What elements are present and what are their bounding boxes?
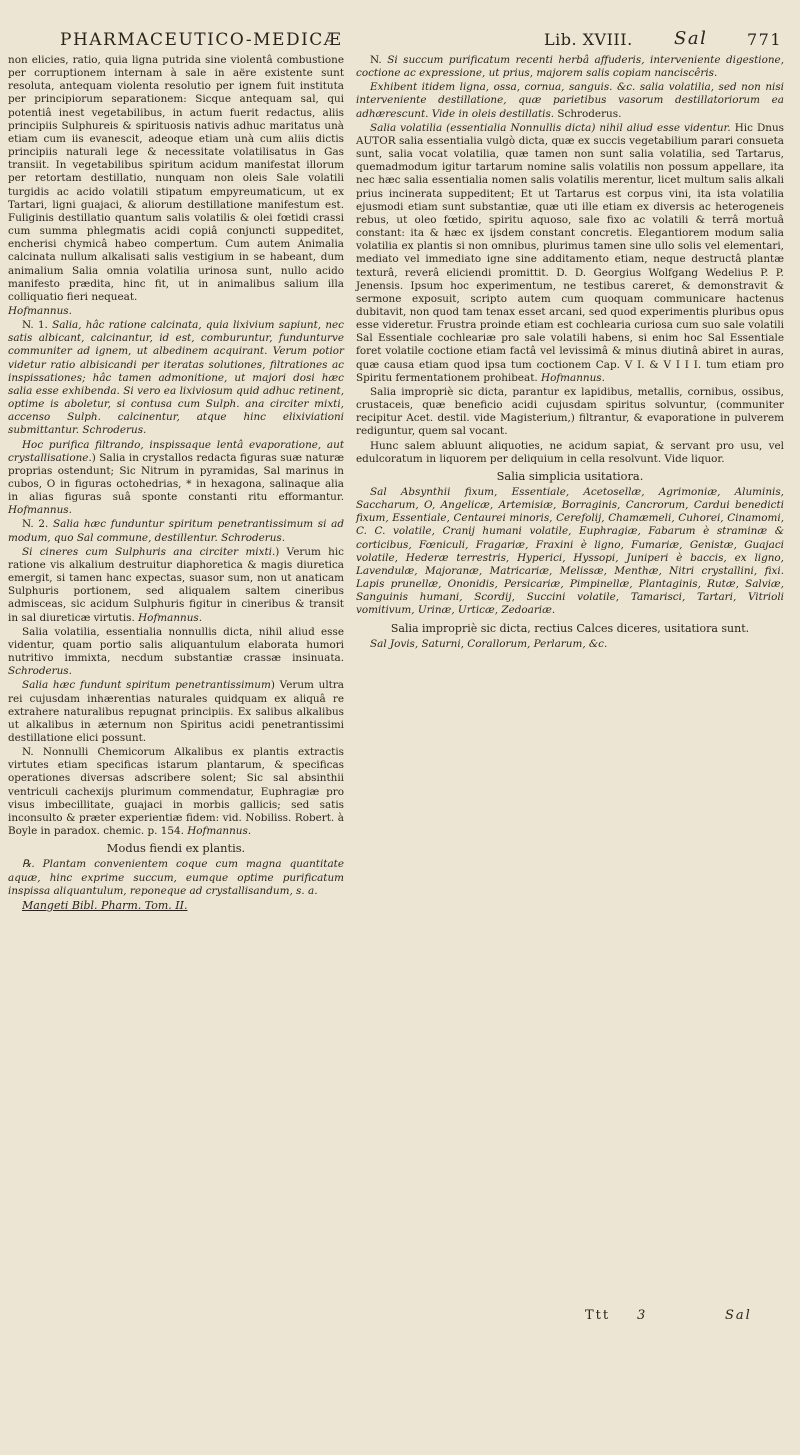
commentary-text: ) Salia in crystallos redacta figuras suæ naturæ proprias ostendunt; Sic Nitrum in pyramidas, Sal marinus in cubos, O in figuras octohedrias, * in hexagona, salinaque alia in alias figuras suâ sponte constanti ritu efformantur.	[8, 451, 344, 504]
page-number: 771	[746, 30, 782, 49]
source-citation: Schroderus.	[557, 107, 622, 120]
note-paragraph	[8, 518, 344, 544]
paragraph-text: Salia volatilia, essentialia nonnullis dicta, nihil aliud esse videntur, quam portio salis aliquantulum elaborata humori nutritivo immixta, necdum substantiæ crassæ insinuata.	[8, 625, 344, 665]
paragraph: Hunc salem abluunt aliquoties, ne acidum sapiat, & servant pro usu, vel edulcoratum in liquorem per deliquium in cella resolvunt. Vide liquor.	[356, 439, 784, 465]
commentary-text: ) Verum hic ratione vis alkalium destruitur diaphoretica & magis diuretica emergit, si tamen hanc expectas, suasor sum, non ut anaticam Sulphuris portionem, sed aliqualem saltem cineribus admisceas, sic acidum Sulphuris figitur in cineribus & transit in sal diureticæ virtutis.	[8, 545, 344, 624]
commentary-text: ) Verum ultra rei cujusdam inhærentias naturales quidquam ex aliquâ re extrahere naturalibus repugnat principiis. Ex salibus alkalibus ut alkalibus in æternum non Spiritus acidi penetrantissimi destillatione elici possunt.	[8, 679, 344, 744]
salt-list: Sal Absynthii fixum, Essentiale, Acetosellæ, Agrimoniæ, Aluminis, Saccharum, O, Angelicæ, Artemisiæ, Borraginis, Cancrorum, Cardui benedicti fixum, Essentiale, Centaurei minoris, Cerefolij, Chamæmeli, Cuhorei, Cinamomi, C. C. volatile, Cranij humani volatile, Euphragiæ, Fabarum è straminæ & corticibus, Fœniculi, Fragariæ, Fraxini è ligno, Fumariæ, Genistæ, Guajaci volatile, Hederæ terrestris, Hyperici, Hyssopi, Juniperi è baccis, ex ligno, Lavendulæ, Majoranæ, Matricariæ, Melissæ, Menthæ, Nitri crystallini, fixi. Lapis prunellæ, Ononidis, Persicariæ, Pimpinellæ, Plantaginis, Rutæ, Salviæ, Sanguinis humani, Scordij, Succini volatile, Tamarisci, Tartari, Vitrioli vomitivum, Urinæ, Urticæ, Zedoariæ.	[356, 486, 784, 617]
commentary-text: Hic Dnus AUTOR salia essentialia vulgò dicta, quæ ex succis vegetabilium parari consueta sunt, salia vocat volatilia, quæ tamen non sunt salia volatilia, sed Tartarus, quemadmodum igitur tartarum nomine salis volatilis non possum appellare, ita nec hæc salia essentialia nomen salis volatilis merentur, licet multum salis alkali prius incinerata suppeditent; Et ut Tartarus est corpus vini, ita ista volatilia ejusmodi etiam sunt substantiæ, quæ uti ille etiam ex diversis ac heterogeneis rebus, ut oleo fœtido, spiritu aquoso, sale fixo ac volatili & terrâ mortuâ constant: ita & hæc ex ijsdem constant concretis. Elegantiorem modum salia volatilia ex plantis si non omnibus, plurimus tamen sine ullo solis vel elementari, mediato vel immediato igne sine additamento etiam, neque destructâ plantæ texturâ, reverâ eliciendi promittit. D. D. Georgius Wolfgang Wedelius P. P. Jenensis. Ipsum hoc experimentum, ne testibus careret, & demonstravit & sermone exposuit, scripto autem cum quoquam communicare hactenus dubitavit, non quod tam tenax esset arcani, sed quod experimentis pluribus opus esse videretur. Frustra proinde etiam est cochlearia curiosa cum suo sale volatili Sal Essentiale cochleariæ pro sale volatili habens, si enim hoc Sal Essentiale foret volatile coctione etiam factâ vel levissimâ & minus diutinâ abiret in auras, quæ causa etiam quod ipsa tum coctionem Cap. V I. & V I I I. tum etiam pro Spiritu fermentationem prohibeat.	[356, 121, 784, 384]
note-text: Si succum purificatum recenti herbâ affuderis, interveniente digestione, coctione ac expressione, ut prius, majorem salis copiam nanciscêris.	[356, 54, 784, 80]
note-paragraph	[8, 319, 344, 437]
section-heading: Modus fiendi ex plantis.	[106, 841, 246, 856]
commentary-paragraph	[8, 679, 344, 745]
commentary-paragraph	[8, 546, 344, 625]
note-paragraph	[356, 54, 784, 80]
source-citation: Hofmannus.	[8, 304, 72, 317]
paragraph: non elicies, ratio, quia ligna putrida sine violentâ combustione per corruptionem internam à sale in aëre existente sunt resoluta, antequam violenta resolutio per ignem fuit instituta per principiorum separationem: Sicque antequam sal, qui potentiâ inest vegetabilibus, in actum fuerit redactus, aliis principiis Sulphureis & spirituosis nativis adhuc maritatus unà etiam cum iis evanescit, adeoque etiam unà cum aliis dictis principiis naturali lege & necessitate volatilisatus in Gas transiit. In vegetabilibus spiritum acidum manifestat illorum per retortam destillatio, nunquam non oleis Sale volatili turgidis ac acido volatili stipatum empyreumaticum, ut ex Tartari, ligni guajaci, & aliorum destillatione manifestum est. Fuliginis destillatio quantum salis volatilis & olei fœtidi crassi cum summa phlegmatis acidi copiâ conjuncti suppeditet, encherisi chymicâ habeo compertum. Cum autem Animalia calcinata nullum alkalisati salis vestigium in se habeant, dum animalium Salia omnia volatilia urinosa sunt, nullo acido manifesto prædita, hinc fit, ut in animalibus salium illa colliquatio fieri nequeat.	[8, 54, 344, 303]
source-citation: Hofmannus.	[541, 371, 605, 384]
section-heading: Salia simplicia usitatiora.	[496, 468, 644, 483]
source-citation: Hofmannus.	[187, 825, 252, 838]
note-label: N.	[370, 54, 382, 66]
catchword-bottom: Sal	[725, 1308, 752, 1323]
signature-number: 3	[637, 1308, 648, 1323]
recipe-paragraph: ℞. Plantam convenientem coque cum magna quantitate aquæ, hinc exprime succum, eumque optime purificatum inspissa aliquantulum, reponeque ad crystallisandum, s. a.	[8, 858, 344, 897]
paragraph: Salia impropriè sic dicta, parantur ex lapidibus, metallis, cornibus, ossibus, crustaceis, quæ beneficio acidi cujusdam spiritus solvuntur, (communiter recipitur Acet. destil. vide Magisterium,) filtrantur, & evaporatione in pulverem rediguntur, quem sal vocant.	[356, 385, 784, 438]
commentary-paragraph	[356, 122, 784, 385]
note-text: Salia hæc funduntur spiritum penetrantissimum si ad modum, quo Sal commune, destillentur.	[8, 518, 344, 544]
note-text: Salia, hâc ratione calcinata, quia lixivium sapiunt, nec satis albicant, calcinantur, id est, comburuntur, fundunturve communiter ad ignem, ut albedinem acquirant. Verum potior videtur ratio albisicandi per iteratas solutiones, filtrationes ac inspissationes; hâc tamen admonitione, ut majori dosi hæc salia esse exhibenda. Si vero ea lixiviosum quid adhuc retinent, optime is aboletur, si contusa cum Sulph. ana circiter mixti, accenso Sulph. calcinentur, atque hinc elixiviationi submittantur.	[8, 319, 344, 437]
paragraph	[8, 626, 344, 679]
paragraph	[356, 81, 784, 120]
source-citation: Hofmannus.	[138, 611, 203, 624]
source-citation: Hofmannus.	[8, 504, 72, 517]
lemma: Si cineres cum Sulphuris ana circiter mixti.	[22, 545, 276, 558]
lemma: Salia hæc fundunt spiritum penetrantissimum	[22, 679, 271, 692]
footer-text: Mangeti Bibl. Pharm. Tom. II.	[22, 898, 188, 912]
running-title: PHARMACEUTICO-MEDICÆ	[60, 30, 343, 50]
footer-reference	[8, 899, 344, 912]
lemma: Hoc purifica filtrando, inspissaque lentâ evaporatione, aut crystallisatione.	[8, 438, 344, 464]
commentary-paragraph	[8, 439, 344, 518]
salt-list: Sal Jovis, Saturni, Corallorum, Perlarum, &c.	[370, 637, 608, 650]
section-heading: Salia impropriè sic dicta, rectius Calces diceres, usitatiora sunt.	[390, 621, 750, 635]
running-head	[60, 28, 782, 54]
paragraph	[8, 746, 344, 838]
left-column	[8, 54, 344, 912]
paragraph-text: N. Nonnulli Chemicorum Alkalibus ex plantis extractis virtutes etiam specificas istarum plantarum, & specificas operationes diversas adscribere solent; Sic sal absinthii ventriculi cachexijs plurimum commendatur, Euphragiæ pro visus imbecillitate, guajaci in morbis gallicis; sed satis inconsulto & præter experientiæ fidem: vid. Nobiliss. Robert. à Boyle in paradox. chemic. p. 154.	[8, 746, 344, 838]
catchword: Sal	[674, 28, 708, 49]
source-citation: Schroderus.	[221, 531, 286, 544]
source-citation: Schroderus.	[82, 424, 147, 437]
signature-letters: Ttt	[585, 1308, 611, 1323]
source-citation: Schroderus.	[8, 665, 72, 678]
lemma: Salia volatilia (essentialia Nonnullis dicta) nihil aliud esse videntur.	[370, 121, 731, 134]
paragraph-text: Exhibent itidem ligna, ossa, cornua, sanguis. &c. salia volatilia, sed non nisi interveniente destillatione, quæ parietibus vasorum destillatoriorum ea adhærescunt. Vide in oleis destillatis.	[356, 81, 784, 120]
note-label: N. 2.	[22, 518, 49, 531]
note-label: N. 1.	[22, 319, 48, 332]
right-column	[356, 54, 784, 651]
book-number: Lib. XVIII.	[544, 30, 633, 49]
